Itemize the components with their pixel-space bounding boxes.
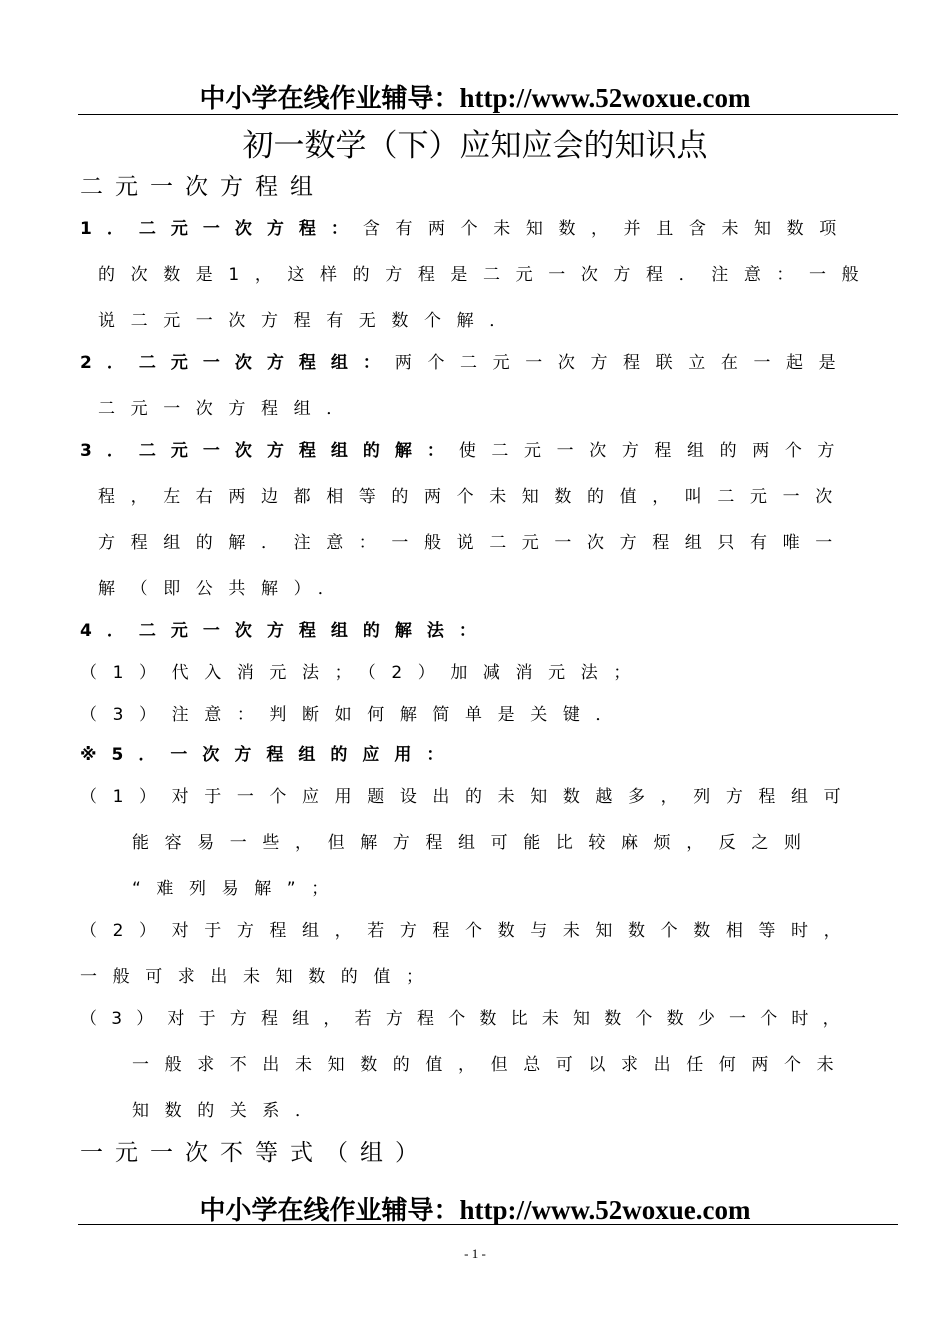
- item-5-point-3: （3）对于方程组，若方程个数比未知数个数少一个时，: [80, 1009, 854, 1029]
- item-1-line-1: 含有两个未知数，并且含未知数项: [362, 219, 852, 239]
- item-5-label: ※5．一次方程组的应用：: [80, 745, 459, 765]
- item-3-label: 3．二元一次方程组的解：: [80, 441, 459, 461]
- footer-url[interactable]: http://www.52woxue.com: [459, 1195, 751, 1225]
- item-5-point-2: （2）对于方程组，若方程个数与未知数个数相等时，: [80, 921, 857, 941]
- item-1-line-3: 说二元一次方程有无数个解．: [98, 311, 522, 331]
- page-title: 初一数学（下）应知应会的知识点: [242, 128, 708, 164]
- item-2-line-2: 二元一次方程组．: [98, 399, 359, 419]
- footer-label: 中小学在线作业辅导：: [199, 1196, 460, 1226]
- item-2-line-1: 两个二元一次方程联立在一起是: [394, 353, 852, 373]
- item-3-line-2: 程，左右两边都相等的两个未知数的值，叫二元一次: [98, 487, 848, 507]
- item-4-label: 4．二元一次方程组的解法：: [80, 621, 491, 641]
- item-5-point-3-line-2: 一般求不出未知数的值，但总可以求出任何两个未: [132, 1055, 850, 1075]
- item-1-label: 1．二元一次方程：: [80, 219, 363, 239]
- item-5-point-3-line-3: 知数的关系．: [132, 1101, 328, 1121]
- item-5-point-1-line-2: 能容易一些，但解方程组可能比较麻烦，反之则: [132, 833, 817, 853]
- item-4-line-1: （1）代入消元法；（2）加减消元法；: [80, 663, 646, 683]
- item-2: [80, 348, 851, 373]
- item-4-line-2: （3）注意：判断如何解简单是关键．: [80, 705, 629, 725]
- item-3-line-3: 方程组的解．注意：一般说二元一次方程组只有唯一: [98, 533, 848, 553]
- item-1: [80, 214, 852, 239]
- item-3-line-1: 使二元一次方程组的两个方: [458, 441, 851, 461]
- header-label: 中小学在线作业辅导：: [199, 84, 460, 114]
- footer-rule: [78, 1224, 898, 1225]
- page-header: [0, 78, 950, 115]
- page-footer: [0, 1190, 950, 1227]
- item-3: [80, 436, 850, 461]
- section-heading-2: 一元一次不等式（组）: [80, 1140, 430, 1166]
- header-url[interactable]: http://www.52woxue.com: [459, 83, 751, 113]
- item-5-point-2-line-2: 一般可求出未知数的值；: [80, 967, 439, 987]
- item-1-line-2: 的次数是1，这样的方程是二元一次方程．注意：一般: [98, 265, 875, 285]
- header-rule: [78, 114, 898, 115]
- item-3-line-4: 解（即公共解）．: [98, 579, 351, 599]
- section-heading-1: 二元一次方程组: [80, 174, 325, 200]
- item-5-point-1-line-3: “难列易解”；: [132, 879, 344, 899]
- item-2-label: 2．二元一次方程组：: [80, 353, 395, 373]
- item-5-point-1: （1）对于一个应用题设出的未知数越多，列方程组可: [80, 787, 857, 807]
- page-number: - 1 -: [464, 1246, 486, 1261]
